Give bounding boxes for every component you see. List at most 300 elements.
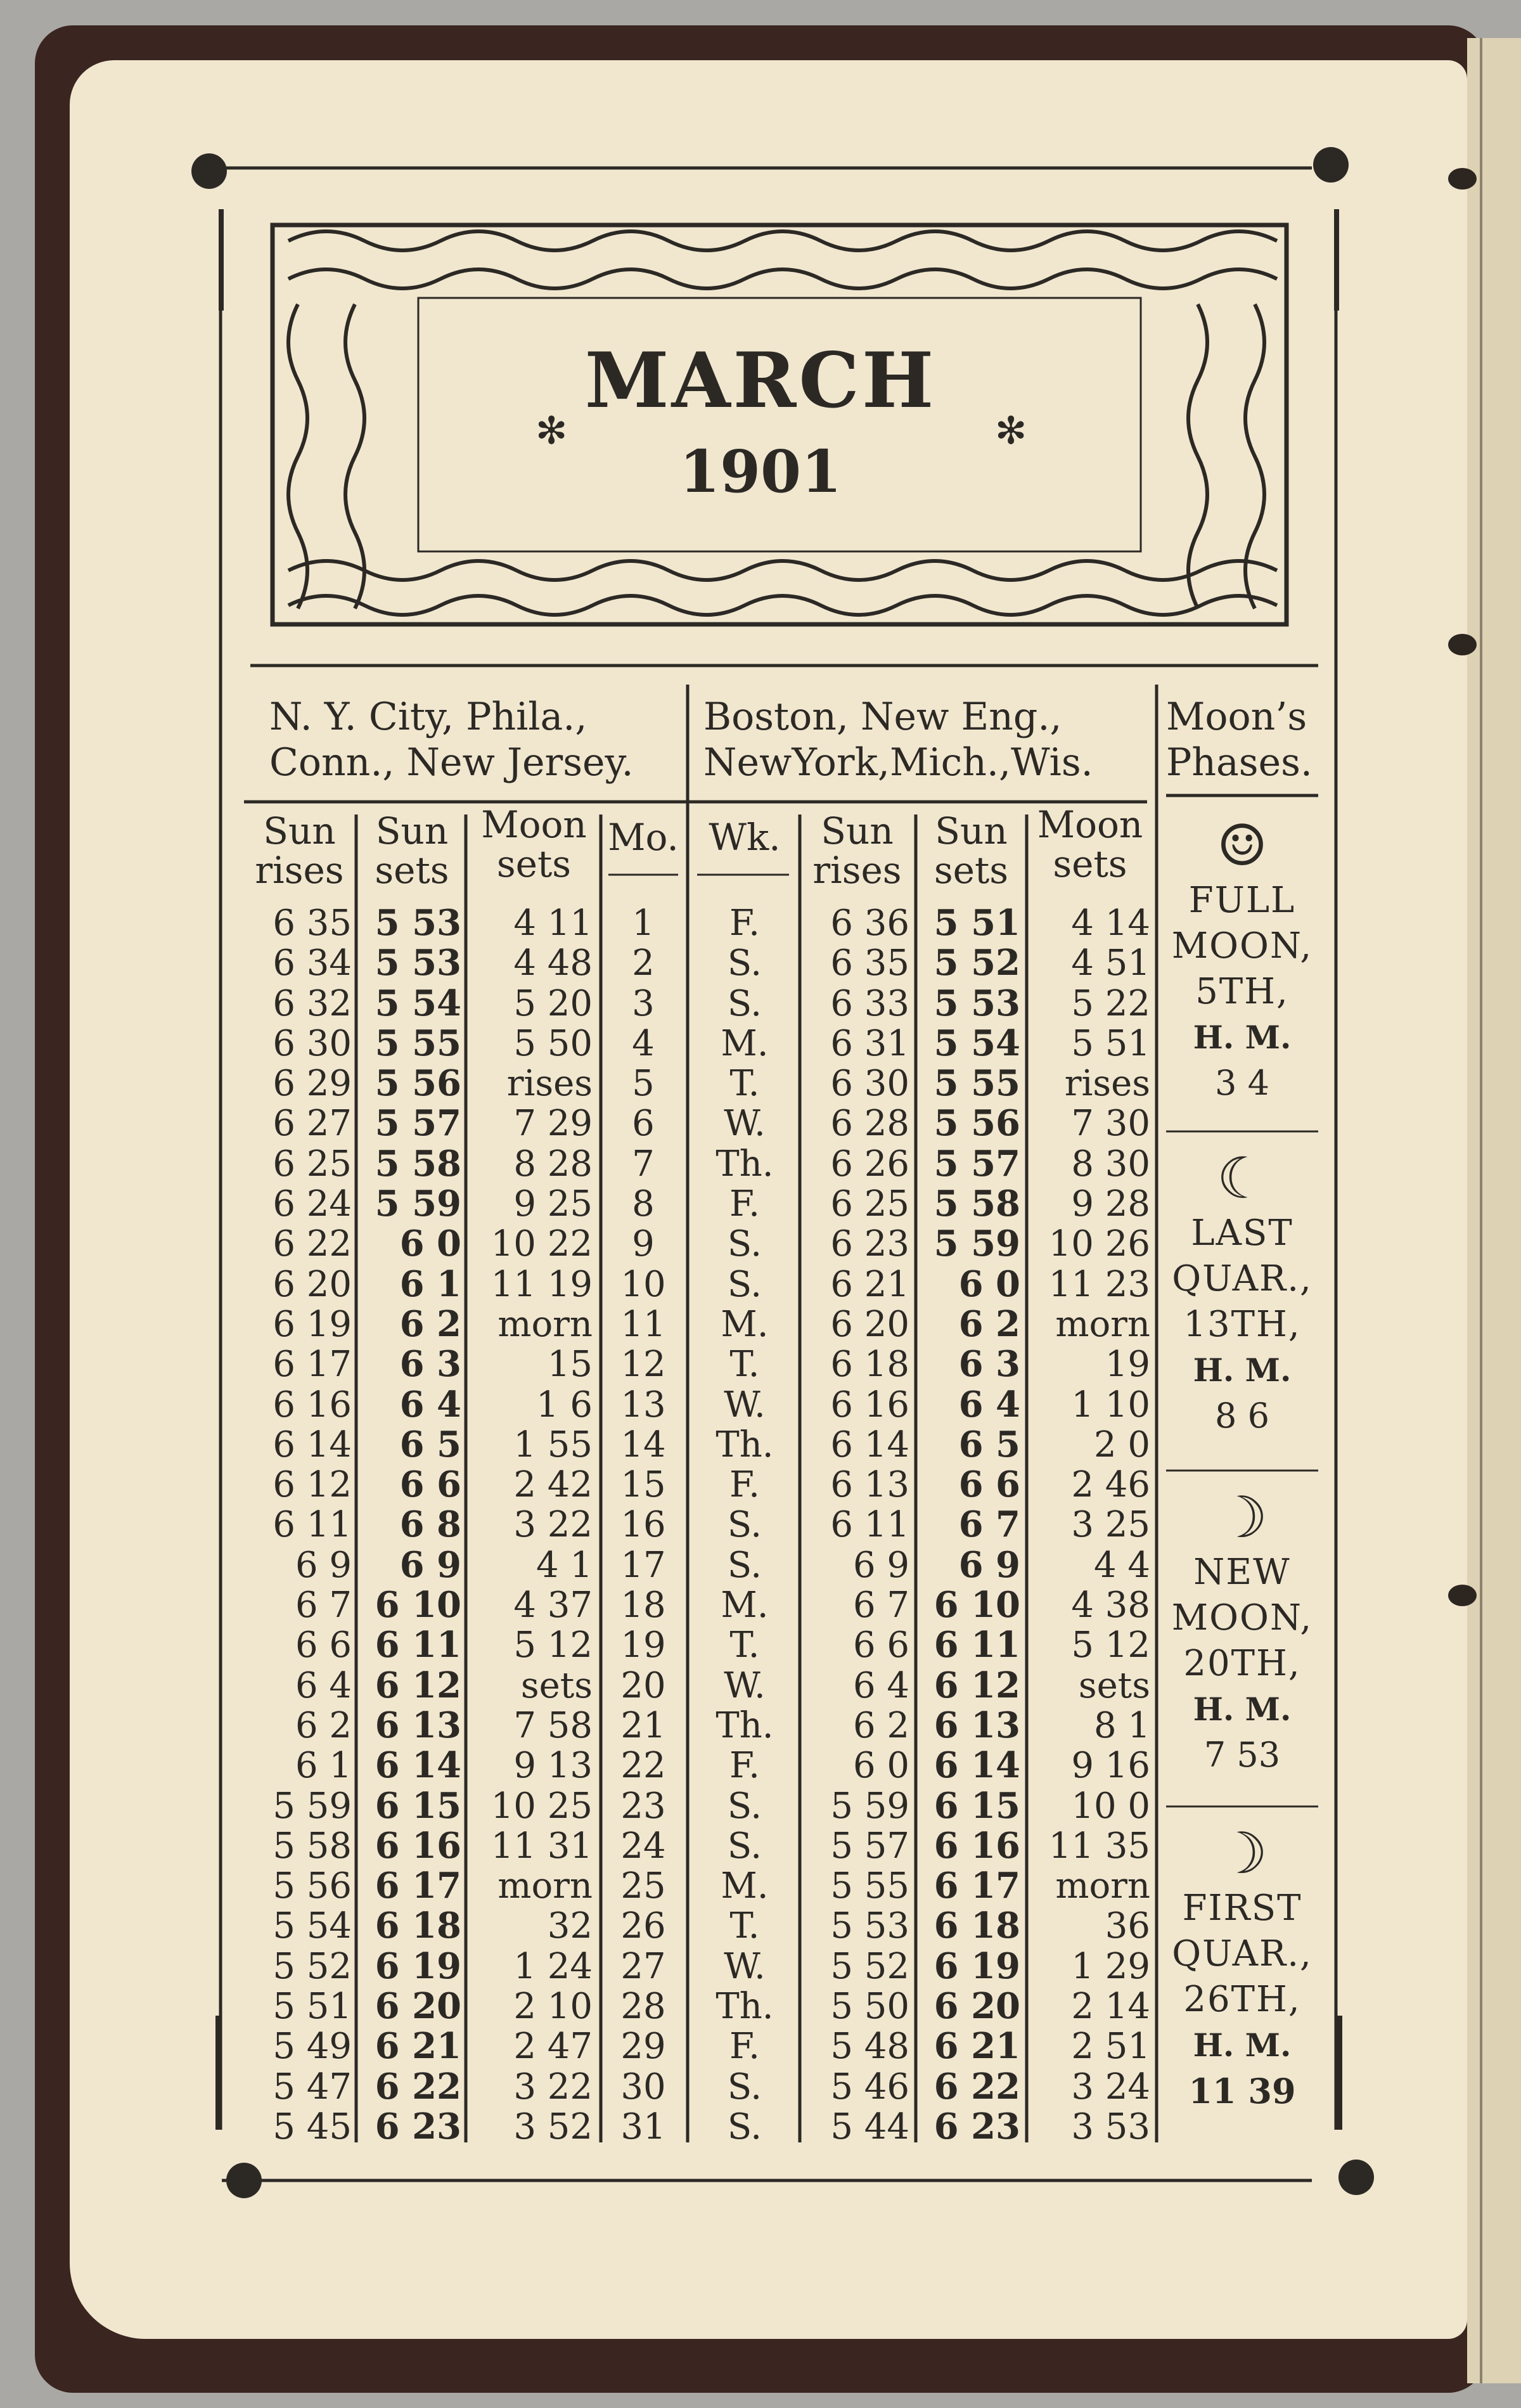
table-cell: 29 xyxy=(620,2026,666,2068)
table-cell: 5 52 xyxy=(934,942,1020,984)
table-cell: 32 xyxy=(547,1905,593,1947)
table-cell: 6 7 xyxy=(958,1503,1020,1546)
table-cell: 5 52 xyxy=(830,1945,909,1987)
table-column-sunrise-2 xyxy=(805,903,909,2147)
table-cell: 6 20 xyxy=(375,1985,461,2028)
table-cell: 6 30 xyxy=(273,1022,352,1064)
table-cell: S. xyxy=(727,1223,762,1265)
table-cell: 1 29 xyxy=(1071,1945,1150,1987)
table-cell: M. xyxy=(721,1865,769,1907)
table-cell: 6 12 xyxy=(934,1664,1020,1706)
table-cell: 5 54 xyxy=(934,1022,1020,1064)
table-cell: Th. xyxy=(716,1704,774,1746)
table-cell: 22 xyxy=(620,1745,666,1787)
phase-date: 26TH, xyxy=(1183,1979,1301,2020)
table-cell: 5 57 xyxy=(375,1102,461,1145)
table-cell: 6 20 xyxy=(830,1303,909,1345)
phase-new-moon xyxy=(1166,1486,1318,1778)
table-cell: 5 50 xyxy=(513,1022,593,1064)
table-cell: 2 xyxy=(632,943,655,984)
table-cell: Th. xyxy=(716,1424,774,1465)
table-cell: F. xyxy=(729,2026,760,2068)
table-cell: 15 xyxy=(547,1344,593,1386)
table-column-month-day xyxy=(605,903,681,2147)
table-cell: 6 17 xyxy=(375,1865,461,1907)
table-cell: sets xyxy=(520,1664,593,1706)
table-cell: W. xyxy=(724,1945,766,1987)
table-cell: 6 6 xyxy=(852,1625,909,1666)
table-cell: S. xyxy=(727,982,762,1024)
col-header-moonset-1: Moon sets xyxy=(481,803,587,885)
table-cell: T. xyxy=(729,1063,760,1105)
asterisk-ornament: ✻ xyxy=(995,409,1027,453)
table-cell: 31 xyxy=(620,2106,666,2147)
table-cell: 6 26 xyxy=(830,1143,909,1185)
table-cell: 5 22 xyxy=(1071,982,1150,1024)
table-cell: 6 12 xyxy=(375,1664,461,1706)
table-cell: 6 11 xyxy=(375,1624,461,1666)
table-cell: 6 31 xyxy=(830,1022,909,1064)
table-cell: 5 56 xyxy=(934,1102,1020,1145)
table-cell: 6 19 xyxy=(273,1303,352,1345)
table-cell: 9 25 xyxy=(513,1183,593,1225)
table-cell: 6 16 xyxy=(934,1824,1020,1867)
phase-name: QUAR., xyxy=(1172,1258,1312,1299)
phase-date: 13TH, xyxy=(1183,1304,1301,1345)
table-cell: 21 xyxy=(620,1704,666,1746)
table-cell: 24 xyxy=(620,1825,666,1867)
phase-time: 8 6 xyxy=(1215,1396,1269,1436)
phase-name: MOON, xyxy=(1171,1597,1313,1639)
table-cell: 6 9 xyxy=(295,1544,352,1586)
table-cell: 4 38 xyxy=(1071,1585,1150,1626)
table-cell: S. xyxy=(727,1504,762,1546)
table-cell: 4 11 xyxy=(513,903,593,944)
table-cell: 6 30 xyxy=(830,1063,909,1105)
table-cell: 6 23 xyxy=(375,2105,461,2147)
table-cell: 5 xyxy=(632,1063,655,1105)
table-cell: 6 25 xyxy=(830,1183,909,1225)
table-cell: 6 10 xyxy=(934,1584,1020,1626)
table-cell: 6 23 xyxy=(934,2105,1020,2147)
table-cell: 9 28 xyxy=(1071,1183,1150,1225)
table-cell: 6 19 xyxy=(934,1945,1020,1987)
phase-name: FULL xyxy=(1188,880,1296,921)
table-cell: 3 22 xyxy=(513,2066,593,2108)
table-cell: M. xyxy=(721,1585,769,1626)
table-column-sunset-2 xyxy=(919,903,1020,2147)
col-header-sunrise-2: Sun rises xyxy=(812,809,902,892)
table-cell: 7 xyxy=(632,1143,655,1185)
table-cell: W. xyxy=(724,1384,766,1426)
table-cell: 2 10 xyxy=(513,1986,593,2028)
table-cell: M. xyxy=(721,1303,769,1345)
table-cell: 3 25 xyxy=(1071,1504,1150,1546)
table-cell: 6 15 xyxy=(375,1784,461,1827)
table-cell: 6 4 xyxy=(295,1664,352,1706)
table-cell: 30 xyxy=(620,2066,666,2108)
region-header-line: Boston, New Eng., xyxy=(703,695,1062,739)
phase-time: 3 4 xyxy=(1215,1063,1269,1103)
table-cell: 6 3 xyxy=(399,1343,461,1386)
table-cell: Th. xyxy=(716,1143,774,1185)
table-cell: 6 5 xyxy=(958,1423,1020,1465)
table-cell: 6 1 xyxy=(295,1745,352,1787)
table-cell: 6 18 xyxy=(830,1344,909,1386)
first-quarter-moon-icon: ☽ xyxy=(1216,1820,1268,1887)
table-cell: 6 11 xyxy=(934,1624,1020,1666)
table-cell: S. xyxy=(727,2106,762,2147)
region-header-line: N. Y. City, Phila., xyxy=(269,695,587,739)
table-cell: 10 22 xyxy=(491,1223,593,1265)
table-column-sunset-1 xyxy=(360,903,461,2147)
table-cell: 6 4 xyxy=(852,1664,909,1706)
table-cell: 2 42 xyxy=(513,1464,593,1506)
table-cell: 1 24 xyxy=(513,1945,593,1987)
table-cell: 9 xyxy=(632,1223,655,1265)
region-header-line: Phases. xyxy=(1166,740,1312,785)
region-header-boston xyxy=(703,694,1093,785)
table-cell: 11 23 xyxy=(1048,1263,1150,1305)
table-cell: 10 0 xyxy=(1071,1785,1150,1827)
table-cell: 5 44 xyxy=(830,2106,909,2147)
table-cell: 8 xyxy=(632,1183,655,1225)
table-cell: 6 35 xyxy=(830,943,909,984)
table-cell: 6 22 xyxy=(375,2065,461,2108)
table-cell: 6 11 xyxy=(830,1504,909,1546)
table-cell: 6 2 xyxy=(399,1303,461,1345)
table-cell: 3 52 xyxy=(513,2106,593,2147)
table-cell: 1 6 xyxy=(536,1384,593,1426)
phase-date: 5TH, xyxy=(1195,971,1289,1012)
table-cell: 6 17 xyxy=(273,1344,352,1386)
table-cell: 2 47 xyxy=(513,2026,593,2068)
table-cell: 6 2 xyxy=(852,1704,909,1746)
table-cell: 6 35 xyxy=(273,903,352,944)
table-cell: 5 54 xyxy=(375,982,461,1024)
table-cell: morn xyxy=(1055,1865,1150,1907)
table-cell: 6 1 xyxy=(399,1263,461,1305)
table-cell: 15 xyxy=(620,1464,666,1506)
region-header-line: NewYork,Mich.,Wis. xyxy=(703,740,1093,785)
table-cell: S. xyxy=(727,1263,762,1305)
table-cell: 12 xyxy=(620,1344,666,1386)
phase-hm-label: H. M. xyxy=(1193,1690,1292,1728)
phase-time: 7 53 xyxy=(1203,1735,1281,1775)
table-cell: 5 53 xyxy=(934,982,1020,1024)
col-header-sunset-2: Sun sets xyxy=(934,809,1009,892)
table-cell: 6 3 xyxy=(958,1343,1020,1386)
table-cell: W. xyxy=(724,1664,766,1706)
phase-name: NEW xyxy=(1193,1552,1291,1593)
table-cell: 6 23 xyxy=(830,1223,909,1265)
table-cell: 6 19 xyxy=(375,1945,461,1987)
table-cell: F. xyxy=(729,1464,760,1506)
table-cell: 8 30 xyxy=(1071,1143,1150,1185)
table-cell: 4 4 xyxy=(1093,1544,1150,1586)
table-cell: 6 9 xyxy=(399,1543,461,1586)
table-cell: 5 54 xyxy=(273,1905,352,1947)
table-cell: 6 18 xyxy=(375,1905,461,1947)
phase-full-moon xyxy=(1166,814,1318,1106)
table-cell: 6 xyxy=(632,1103,655,1145)
table-cell: 6 4 xyxy=(958,1383,1020,1426)
table-cell: 2 0 xyxy=(1093,1424,1150,1465)
table-cell: 5 12 xyxy=(513,1625,593,1666)
table-cell: 6 21 xyxy=(934,2025,1020,2068)
table-cell: 6 0 xyxy=(958,1263,1020,1305)
col-header-sunset-1: Sun sets xyxy=(375,809,449,892)
table-cell: W. xyxy=(724,1103,766,1145)
table-cell: rises xyxy=(1064,1063,1150,1105)
phase-date: 20TH, xyxy=(1183,1643,1301,1684)
table-cell: 10 25 xyxy=(491,1785,593,1827)
region-header-phases xyxy=(1166,694,1312,785)
table-cell: 7 30 xyxy=(1071,1103,1150,1145)
table-cell: 5 55 xyxy=(830,1865,909,1907)
region-header-line: Conn., New Jersey. xyxy=(269,740,634,785)
table-cell: 6 14 xyxy=(375,1744,461,1787)
table-cell: 6 32 xyxy=(273,982,352,1024)
table-cell: 18 xyxy=(620,1585,666,1626)
table-cell: 8 1 xyxy=(1093,1704,1150,1746)
year-title: 1901 xyxy=(679,437,842,506)
table-cell: morn xyxy=(497,1303,593,1345)
table-cell: 5 55 xyxy=(934,1062,1020,1105)
table-cell: 5 51 xyxy=(1071,1022,1150,1064)
table-cell: S. xyxy=(727,1825,762,1867)
table-cell: 9 13 xyxy=(513,1745,593,1787)
table-cell: 25 xyxy=(620,1865,666,1907)
table-cell: 5 56 xyxy=(273,1865,352,1907)
table-cell: 6 8 xyxy=(399,1503,461,1546)
table-cell: 5 55 xyxy=(375,1022,461,1064)
table-cell: 2 51 xyxy=(1071,2026,1150,2068)
table-cell: 6 13 xyxy=(934,1704,1020,1746)
table-cell: 4 xyxy=(632,1022,655,1064)
table-cell: 11 19 xyxy=(491,1263,593,1305)
table-column-moonset-1 xyxy=(472,903,593,2147)
table-cell: 6 14 xyxy=(934,1744,1020,1787)
table-cell: 5 12 xyxy=(1071,1625,1150,1666)
table-cell: 5 47 xyxy=(273,2066,352,2108)
table-cell: 6 9 xyxy=(958,1543,1020,1586)
table-cell: 5 48 xyxy=(830,2026,909,2068)
table-cell: 5 51 xyxy=(934,902,1020,944)
table-cell: 6 2 xyxy=(958,1303,1020,1345)
table-cell: 6 33 xyxy=(830,982,909,1024)
table-cell: 6 13 xyxy=(375,1704,461,1746)
table-cell: rises xyxy=(506,1063,593,1105)
table-cell: S. xyxy=(727,943,762,984)
asterisk-ornament: ✻ xyxy=(536,409,568,453)
table-cell: 14 xyxy=(620,1424,666,1465)
table-cell: T. xyxy=(729,1625,760,1666)
table-column-sunrise-1 xyxy=(250,903,352,2147)
phase-name: QUAR., xyxy=(1172,1933,1312,1974)
table-cell: S. xyxy=(727,2066,762,2108)
phase-name: FIRST xyxy=(1182,1888,1302,1929)
table-cell: 6 36 xyxy=(830,903,909,944)
table-cell: 6 16 xyxy=(830,1384,909,1426)
table-cell: 1 xyxy=(632,903,655,944)
table-cell: 5 59 xyxy=(375,1183,461,1225)
table-cell: 6 20 xyxy=(273,1263,352,1305)
table-cell: 2 46 xyxy=(1071,1464,1150,1506)
table-cell: 5 57 xyxy=(934,1142,1020,1185)
table-cell: 20 xyxy=(620,1664,666,1706)
table-column-moonset-2 xyxy=(1030,903,1150,2147)
phase-last-quarter xyxy=(1166,1147,1318,1439)
table-cell: 6 11 xyxy=(273,1504,352,1546)
col-header-sunrise-1: Sun rises xyxy=(255,809,344,892)
table-cell: 4 1 xyxy=(536,1544,593,1586)
table-cell: 5 52 xyxy=(273,1945,352,1987)
table-cell: 5 53 xyxy=(375,942,461,984)
table-cell: morn xyxy=(1055,1303,1150,1345)
table-cell: 6 22 xyxy=(273,1223,352,1265)
table-cell: 27 xyxy=(620,1945,666,1987)
table-cell: 5 58 xyxy=(375,1142,461,1185)
table-cell: 1 10 xyxy=(1071,1384,1150,1426)
phase-name: MOON, xyxy=(1171,925,1313,967)
table-cell: S. xyxy=(727,1785,762,1827)
month-title: MARCH xyxy=(584,336,937,425)
table-cell: 6 15 xyxy=(934,1784,1020,1827)
table-cell: 1 55 xyxy=(513,1424,593,1465)
table-cell: 6 7 xyxy=(852,1585,909,1626)
table-cell: 6 14 xyxy=(273,1424,352,1465)
table-cell: morn xyxy=(497,1865,593,1907)
phase-hm-label: H. M. xyxy=(1193,1351,1292,1389)
table-cell: 5 45 xyxy=(273,2106,352,2147)
table-cell: 6 5 xyxy=(399,1423,461,1465)
table-cell: 6 12 xyxy=(273,1464,352,1506)
table-cell: 6 10 xyxy=(375,1584,461,1626)
phase-hm-label: H. M. xyxy=(1193,1019,1292,1056)
table-cell: 4 37 xyxy=(513,1585,593,1626)
table-cell: 11 35 xyxy=(1048,1825,1150,1867)
table-cell: 5 58 xyxy=(934,1183,1020,1225)
table-cell: 3 24 xyxy=(1071,2066,1150,2108)
table-cell: 6 0 xyxy=(852,1745,909,1787)
region-header-ny xyxy=(269,694,634,785)
table-cell: T. xyxy=(729,1344,760,1386)
table-cell: 6 18 xyxy=(934,1905,1020,1947)
table-cell: 6 22 xyxy=(934,2065,1020,2108)
col-header-moonset-2: Moon sets xyxy=(1037,803,1143,885)
region-header-line: Moon’s xyxy=(1166,695,1307,739)
table-cell: 6 14 xyxy=(830,1424,909,1465)
table-cell: 3 53 xyxy=(1071,2106,1150,2147)
table-cell: 5 59 xyxy=(830,1785,909,1827)
table-cell: 19 xyxy=(1105,1344,1150,1386)
table-cell: 5 50 xyxy=(830,1986,909,2028)
table-cell: 6 6 xyxy=(399,1464,461,1506)
table-cell: 5 56 xyxy=(375,1062,461,1105)
table-cell: 6 6 xyxy=(295,1625,352,1666)
table-cell: 5 20 xyxy=(513,982,593,1024)
table-cell: 28 xyxy=(620,1986,666,2028)
table-cell: 23 xyxy=(620,1785,666,1827)
table-cell: 5 53 xyxy=(375,902,461,944)
table-cell: M. xyxy=(721,1022,769,1064)
table-cell: Th. xyxy=(716,1986,774,2028)
phase-hm-label: H. M. xyxy=(1193,2026,1292,2064)
table-cell: 8 28 xyxy=(513,1143,593,1185)
table-cell: 5 53 xyxy=(830,1905,909,1947)
table-cell: 6 21 xyxy=(375,2025,461,2068)
col-header-weekday: Wk. xyxy=(709,816,781,859)
table-cell: 5 59 xyxy=(273,1785,352,1827)
table-cell: 6 16 xyxy=(273,1384,352,1426)
table-cell: 4 14 xyxy=(1071,903,1150,944)
table-cell: 11 xyxy=(620,1303,666,1345)
table-cell: 6 2 xyxy=(295,1704,352,1746)
table-cell: 6 28 xyxy=(830,1103,909,1145)
table-cell: 17 xyxy=(620,1544,666,1586)
table-cell: 6 20 xyxy=(934,1985,1020,2028)
table-cell: F. xyxy=(729,903,760,944)
new-moon-icon: ☽ xyxy=(1216,1484,1268,1551)
table-cell: 6 9 xyxy=(852,1544,909,1586)
table-cell: 6 0 xyxy=(399,1223,461,1265)
table-cell: 6 17 xyxy=(934,1865,1020,1907)
table-cell: 6 6 xyxy=(958,1464,1020,1506)
table-cell: 6 27 xyxy=(273,1103,352,1145)
table-cell: 10 26 xyxy=(1048,1223,1150,1265)
table-cell: 2 14 xyxy=(1071,1986,1150,2028)
table-cell: 4 48 xyxy=(513,943,593,984)
table-cell: 5 57 xyxy=(830,1825,909,1867)
table-cell: 9 16 xyxy=(1071,1745,1150,1787)
table-cell: 6 34 xyxy=(273,943,352,984)
table-cell: 11 31 xyxy=(491,1825,593,1867)
table-cell: 6 16 xyxy=(375,1824,461,1867)
phase-name: LAST xyxy=(1191,1213,1293,1254)
table-column-weekday xyxy=(694,903,795,2147)
table-cell: 6 29 xyxy=(273,1063,352,1105)
last-quarter-moon-icon: ☾ xyxy=(1216,1145,1268,1212)
phase-time: 11 39 xyxy=(1188,2071,1296,2111)
table-cell: 5 59 xyxy=(934,1223,1020,1265)
table-cell: 6 7 xyxy=(295,1585,352,1626)
table-cell: 16 xyxy=(620,1504,666,1546)
table-cell: sets xyxy=(1078,1664,1150,1706)
col-header-month-day: Mo. xyxy=(608,816,679,859)
table-cell: 19 xyxy=(620,1625,666,1666)
table-cell: 10 xyxy=(620,1263,666,1305)
table-cell: F. xyxy=(729,1745,760,1787)
table-cell: S. xyxy=(727,1544,762,1586)
full-moon-icon: ☺ xyxy=(1216,813,1268,879)
table-cell: 5 49 xyxy=(273,2026,352,2068)
table-cell: 4 51 xyxy=(1071,943,1150,984)
table-cell: 36 xyxy=(1105,1905,1150,1947)
table-cell: 6 4 xyxy=(399,1383,461,1426)
table-cell: 6 24 xyxy=(273,1183,352,1225)
table-cell: 6 21 xyxy=(830,1263,909,1305)
table-cell: F. xyxy=(729,1183,760,1225)
table-cell: 6 13 xyxy=(830,1464,909,1506)
table-cell: 3 xyxy=(632,982,655,1024)
phase-first-quarter xyxy=(1166,1822,1318,2114)
table-cell: 6 25 xyxy=(273,1143,352,1185)
table-cell: 3 22 xyxy=(513,1504,593,1546)
table-cell: 5 51 xyxy=(273,1986,352,2028)
table-cell: 13 xyxy=(620,1384,666,1426)
table-cell: 26 xyxy=(620,1905,666,1947)
